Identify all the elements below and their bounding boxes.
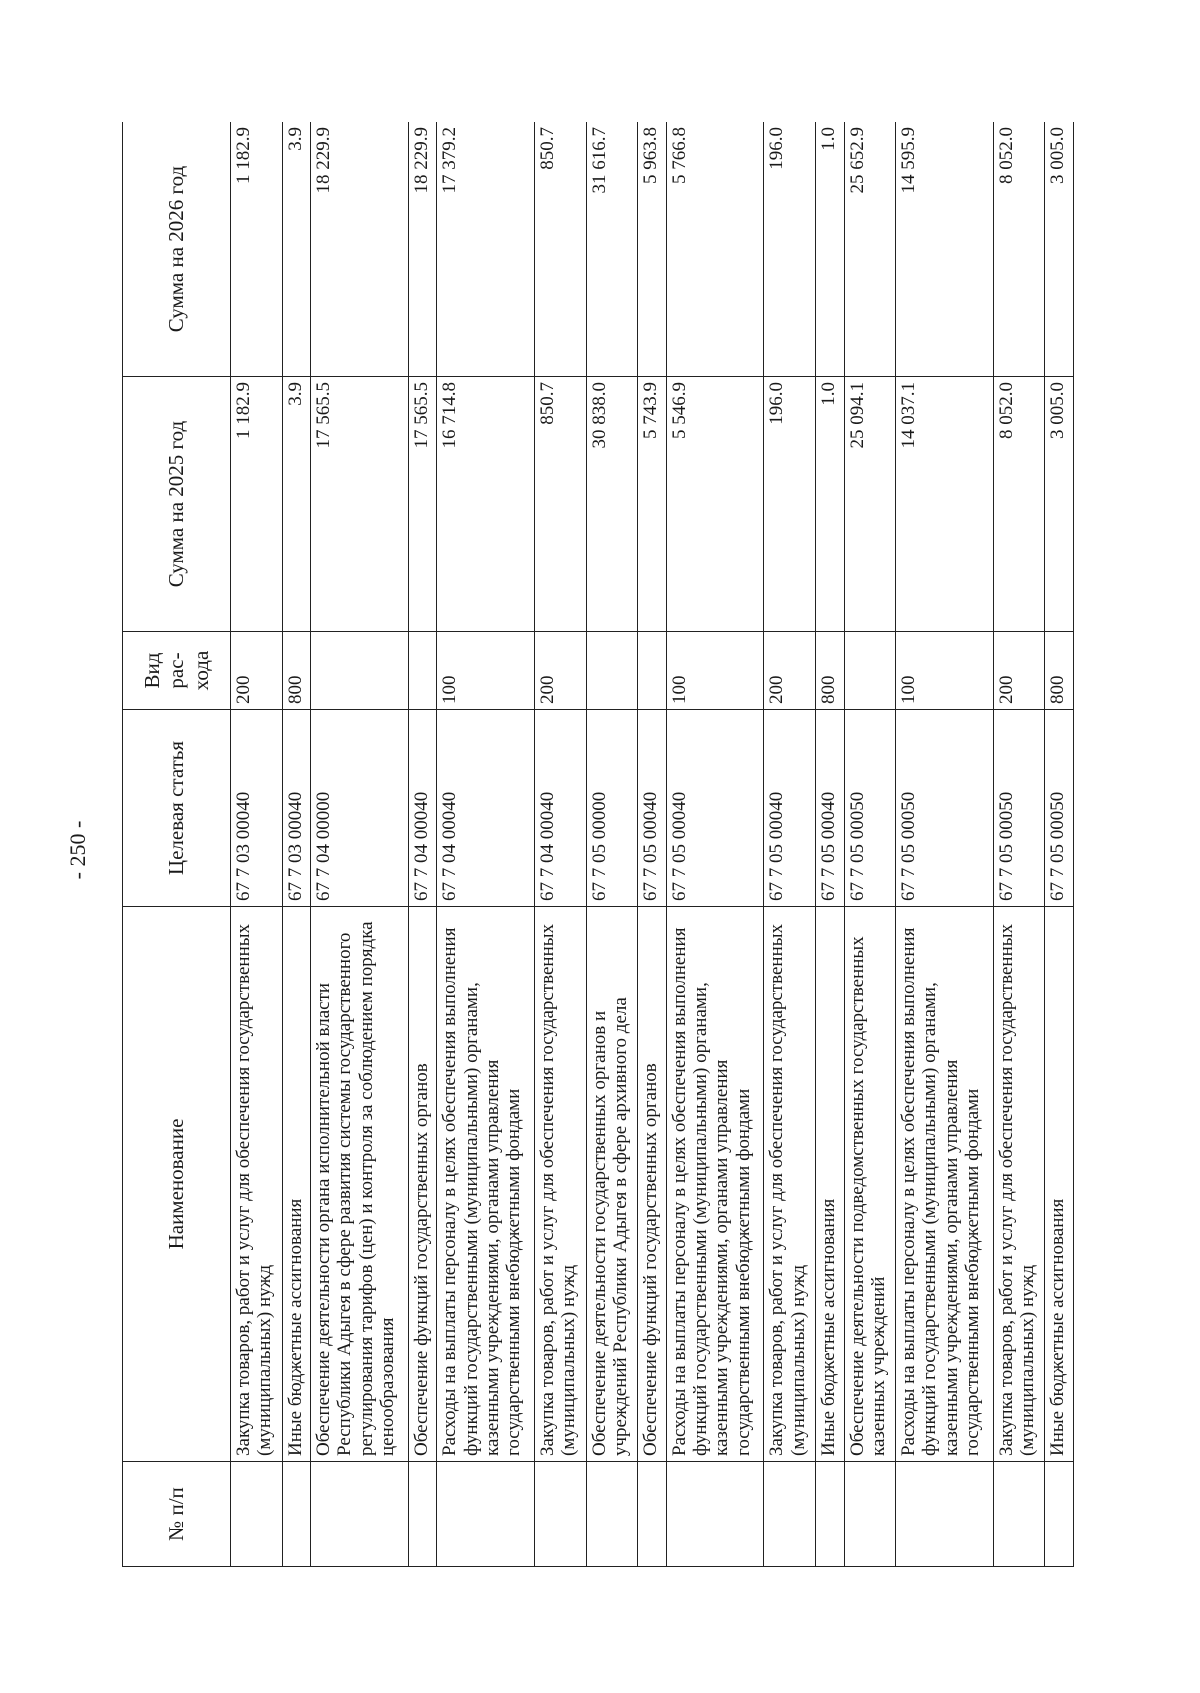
row-num-cell xyxy=(896,1462,994,1567)
table-row xyxy=(311,122,409,1567)
row-name-cell: Закупка товаров, работ и услуг для обеспечения государственных (муниципальных) нужд xyxy=(764,907,816,1462)
budget-table-rotated xyxy=(122,122,1074,1567)
header-sum-2025: Сумма на 2025 год xyxy=(123,377,231,632)
row-sum-2026-cell: 18 229.9 xyxy=(408,122,437,377)
row-name-cell: Закупка товаров, работ и услуг для обеспечения государственных (муниципальных) нужд xyxy=(535,907,587,1462)
row-sum-2025-cell: 3.9 xyxy=(282,377,311,632)
row-num-cell xyxy=(231,1462,283,1567)
row-name-cell: Расходы на выплаты персоналу в целях обеспечения выполнения функций государственными (муниципальными) органами, казенными учреждениями, органами управления государственными внебюджетными фондами xyxy=(437,907,535,1462)
row-sum-2026-cell: 8 052.0 xyxy=(993,122,1045,377)
table-row xyxy=(282,122,311,1567)
header-sum-2026: Сумма на 2026 год xyxy=(123,122,231,377)
budget-table-frame xyxy=(122,122,1074,1567)
row-kind-cell xyxy=(408,632,437,710)
row-num-cell xyxy=(437,1462,535,1567)
table-row xyxy=(816,122,845,1567)
row-target-cell: 67 7 03 00040 xyxy=(282,710,311,907)
row-target-cell: 67 7 05 00040 xyxy=(638,710,667,907)
row-sum-2026-cell: 5 766.8 xyxy=(666,122,764,377)
row-target-cell: 67 7 04 00040 xyxy=(437,710,535,907)
row-target-cell: 67 7 05 00040 xyxy=(666,710,764,907)
row-sum-2025-cell: 16 714.8 xyxy=(437,377,535,632)
header-target: Целевая статья xyxy=(123,710,231,907)
header-num: № п/п xyxy=(123,1462,231,1567)
row-name-cell: Обеспечение деятельности органа исполнительной власти Республики Адыгея в сфере развития системы государственного регулирования тарифов (цен) и контроля за соблюдением порядка ценообразования xyxy=(311,907,409,1462)
row-num-cell xyxy=(311,1462,409,1567)
row-kind-cell: 200 xyxy=(993,632,1045,710)
row-sum-2025-cell: 30 838.0 xyxy=(586,377,638,632)
row-name-cell: Иные бюджетные ассигнования xyxy=(1045,907,1074,1462)
row-num-cell xyxy=(586,1462,638,1567)
row-name-cell: Закупка товаров, работ и услуг для обеспечения государственных (муниципальных) нужд xyxy=(231,907,283,1462)
row-kind-cell: 200 xyxy=(764,632,816,710)
row-kind-cell xyxy=(586,632,638,710)
table-row xyxy=(764,122,816,1567)
row-sum-2026-cell: 18 229.9 xyxy=(311,122,409,377)
table-row xyxy=(844,122,896,1567)
page-number: - 250 - xyxy=(65,820,90,880)
row-sum-2026-cell: 850.7 xyxy=(535,122,587,377)
row-target-cell: 67 7 05 00050 xyxy=(844,710,896,907)
row-target-cell: 67 7 05 00050 xyxy=(993,710,1045,907)
row-num-cell xyxy=(282,1462,311,1567)
row-sum-2026-cell: 3 005.0 xyxy=(1045,122,1074,377)
row-target-cell: 67 7 04 00000 xyxy=(311,710,409,907)
row-kind-cell: 800 xyxy=(1045,632,1074,710)
row-name-cell: Иные бюджетные ассигнования xyxy=(816,907,845,1462)
row-target-cell: 67 7 03 00040 xyxy=(231,710,283,907)
row-sum-2026-cell: 31 616.7 xyxy=(586,122,638,377)
row-sum-2026-cell: 1 182.9 xyxy=(231,122,283,377)
row-sum-2026-cell: 17 379.2 xyxy=(437,122,535,377)
row-num-cell xyxy=(408,1462,437,1567)
row-kind-cell xyxy=(638,632,667,710)
row-target-cell: 67 7 05 00040 xyxy=(764,710,816,907)
row-target-cell: 67 7 05 00050 xyxy=(896,710,994,907)
row-kind-cell: 200 xyxy=(231,632,283,710)
row-kind-cell xyxy=(311,632,409,710)
header-kind: Вид рас- хода xyxy=(123,632,231,710)
row-sum-2026-cell: 1.0 xyxy=(816,122,845,377)
table-row xyxy=(586,122,638,1567)
row-sum-2026-cell: 25 652.9 xyxy=(844,122,896,377)
row-num-cell xyxy=(535,1462,587,1567)
row-num-cell xyxy=(816,1462,845,1567)
row-target-cell: 67 7 04 00040 xyxy=(535,710,587,907)
row-sum-2025-cell: 850.7 xyxy=(535,377,587,632)
table-row xyxy=(666,122,764,1567)
row-sum-2025-cell: 17 565.5 xyxy=(311,377,409,632)
row-kind-cell: 200 xyxy=(535,632,587,710)
table-row xyxy=(896,122,994,1567)
row-target-cell: 67 7 05 00000 xyxy=(586,710,638,907)
row-sum-2026-cell: 5 963.8 xyxy=(638,122,667,377)
table-row xyxy=(993,122,1045,1567)
row-kind-cell: 100 xyxy=(896,632,994,710)
row-num-cell xyxy=(666,1462,764,1567)
row-num-cell xyxy=(638,1462,667,1567)
row-kind-cell xyxy=(844,632,896,710)
row-sum-2025-cell: 14 037.1 xyxy=(896,377,994,632)
row-sum-2025-cell: 17 565.5 xyxy=(408,377,437,632)
row-num-cell xyxy=(993,1462,1045,1567)
row-num-cell xyxy=(764,1462,816,1567)
table-row xyxy=(437,122,535,1567)
row-name-cell: Иные бюджетные ассигнования xyxy=(282,907,311,1462)
row-sum-2025-cell: 5 743.9 xyxy=(638,377,667,632)
row-sum-2025-cell: 1 182.9 xyxy=(231,377,283,632)
row-name-cell: Обеспечение деятельности подведомственных государственных казенных учреждений xyxy=(844,907,896,1462)
header-name: Наименование xyxy=(123,907,231,1462)
table-row xyxy=(638,122,667,1567)
row-name-cell: Расходы на выплаты персоналу в целях обеспечения выполнения функций государственными (муниципальными) органами, казенными учреждениями, органами управления государственными внебюджетными фондами xyxy=(896,907,994,1462)
row-sum-2025-cell: 5 546.9 xyxy=(666,377,764,632)
table-row xyxy=(231,122,283,1567)
row-target-cell: 67 7 05 00050 xyxy=(1045,710,1074,907)
row-kind-cell: 800 xyxy=(282,632,311,710)
row-name-cell: Обеспечение функций государственных органов xyxy=(638,907,667,1462)
table-row xyxy=(535,122,587,1567)
row-sum-2025-cell: 8 052.0 xyxy=(993,377,1045,632)
table-header-row xyxy=(123,122,231,1567)
budget-table xyxy=(122,122,1074,1567)
table-row xyxy=(1045,122,1074,1567)
row-target-cell: 67 7 04 00040 xyxy=(408,710,437,907)
row-sum-2026-cell: 14 595.9 xyxy=(896,122,994,377)
row-name-cell: Расходы на выплаты персоналу в целях обеспечения выполнения функций государственными (муниципальными) органами, казенными учреждениями, органами управления государственными внебюджетными фондами xyxy=(666,907,764,1462)
row-kind-cell: 100 xyxy=(666,632,764,710)
row-sum-2026-cell: 196.0 xyxy=(764,122,816,377)
row-name-cell: Обеспечение деятельности государственных органов и учреждений Республики Адыгея в сфере архивного дела xyxy=(586,907,638,1462)
row-sum-2026-cell: 3.9 xyxy=(282,122,311,377)
row-num-cell xyxy=(844,1462,896,1567)
row-name-cell: Закупка товаров, работ и услуг для обеспечения государственных (муниципальных) нужд xyxy=(993,907,1045,1462)
table-row xyxy=(408,122,437,1567)
row-sum-2025-cell: 1.0 xyxy=(816,377,845,632)
row-sum-2025-cell: 3 005.0 xyxy=(1045,377,1074,632)
row-kind-cell: 800 xyxy=(816,632,845,710)
row-num-cell xyxy=(1045,1462,1074,1567)
row-name-cell: Обеспечение функций государственных органов xyxy=(408,907,437,1462)
row-target-cell: 67 7 05 00040 xyxy=(816,710,845,907)
row-sum-2025-cell: 196.0 xyxy=(764,377,816,632)
row-kind-cell: 100 xyxy=(437,632,535,710)
row-sum-2025-cell: 25 094.1 xyxy=(844,377,896,632)
